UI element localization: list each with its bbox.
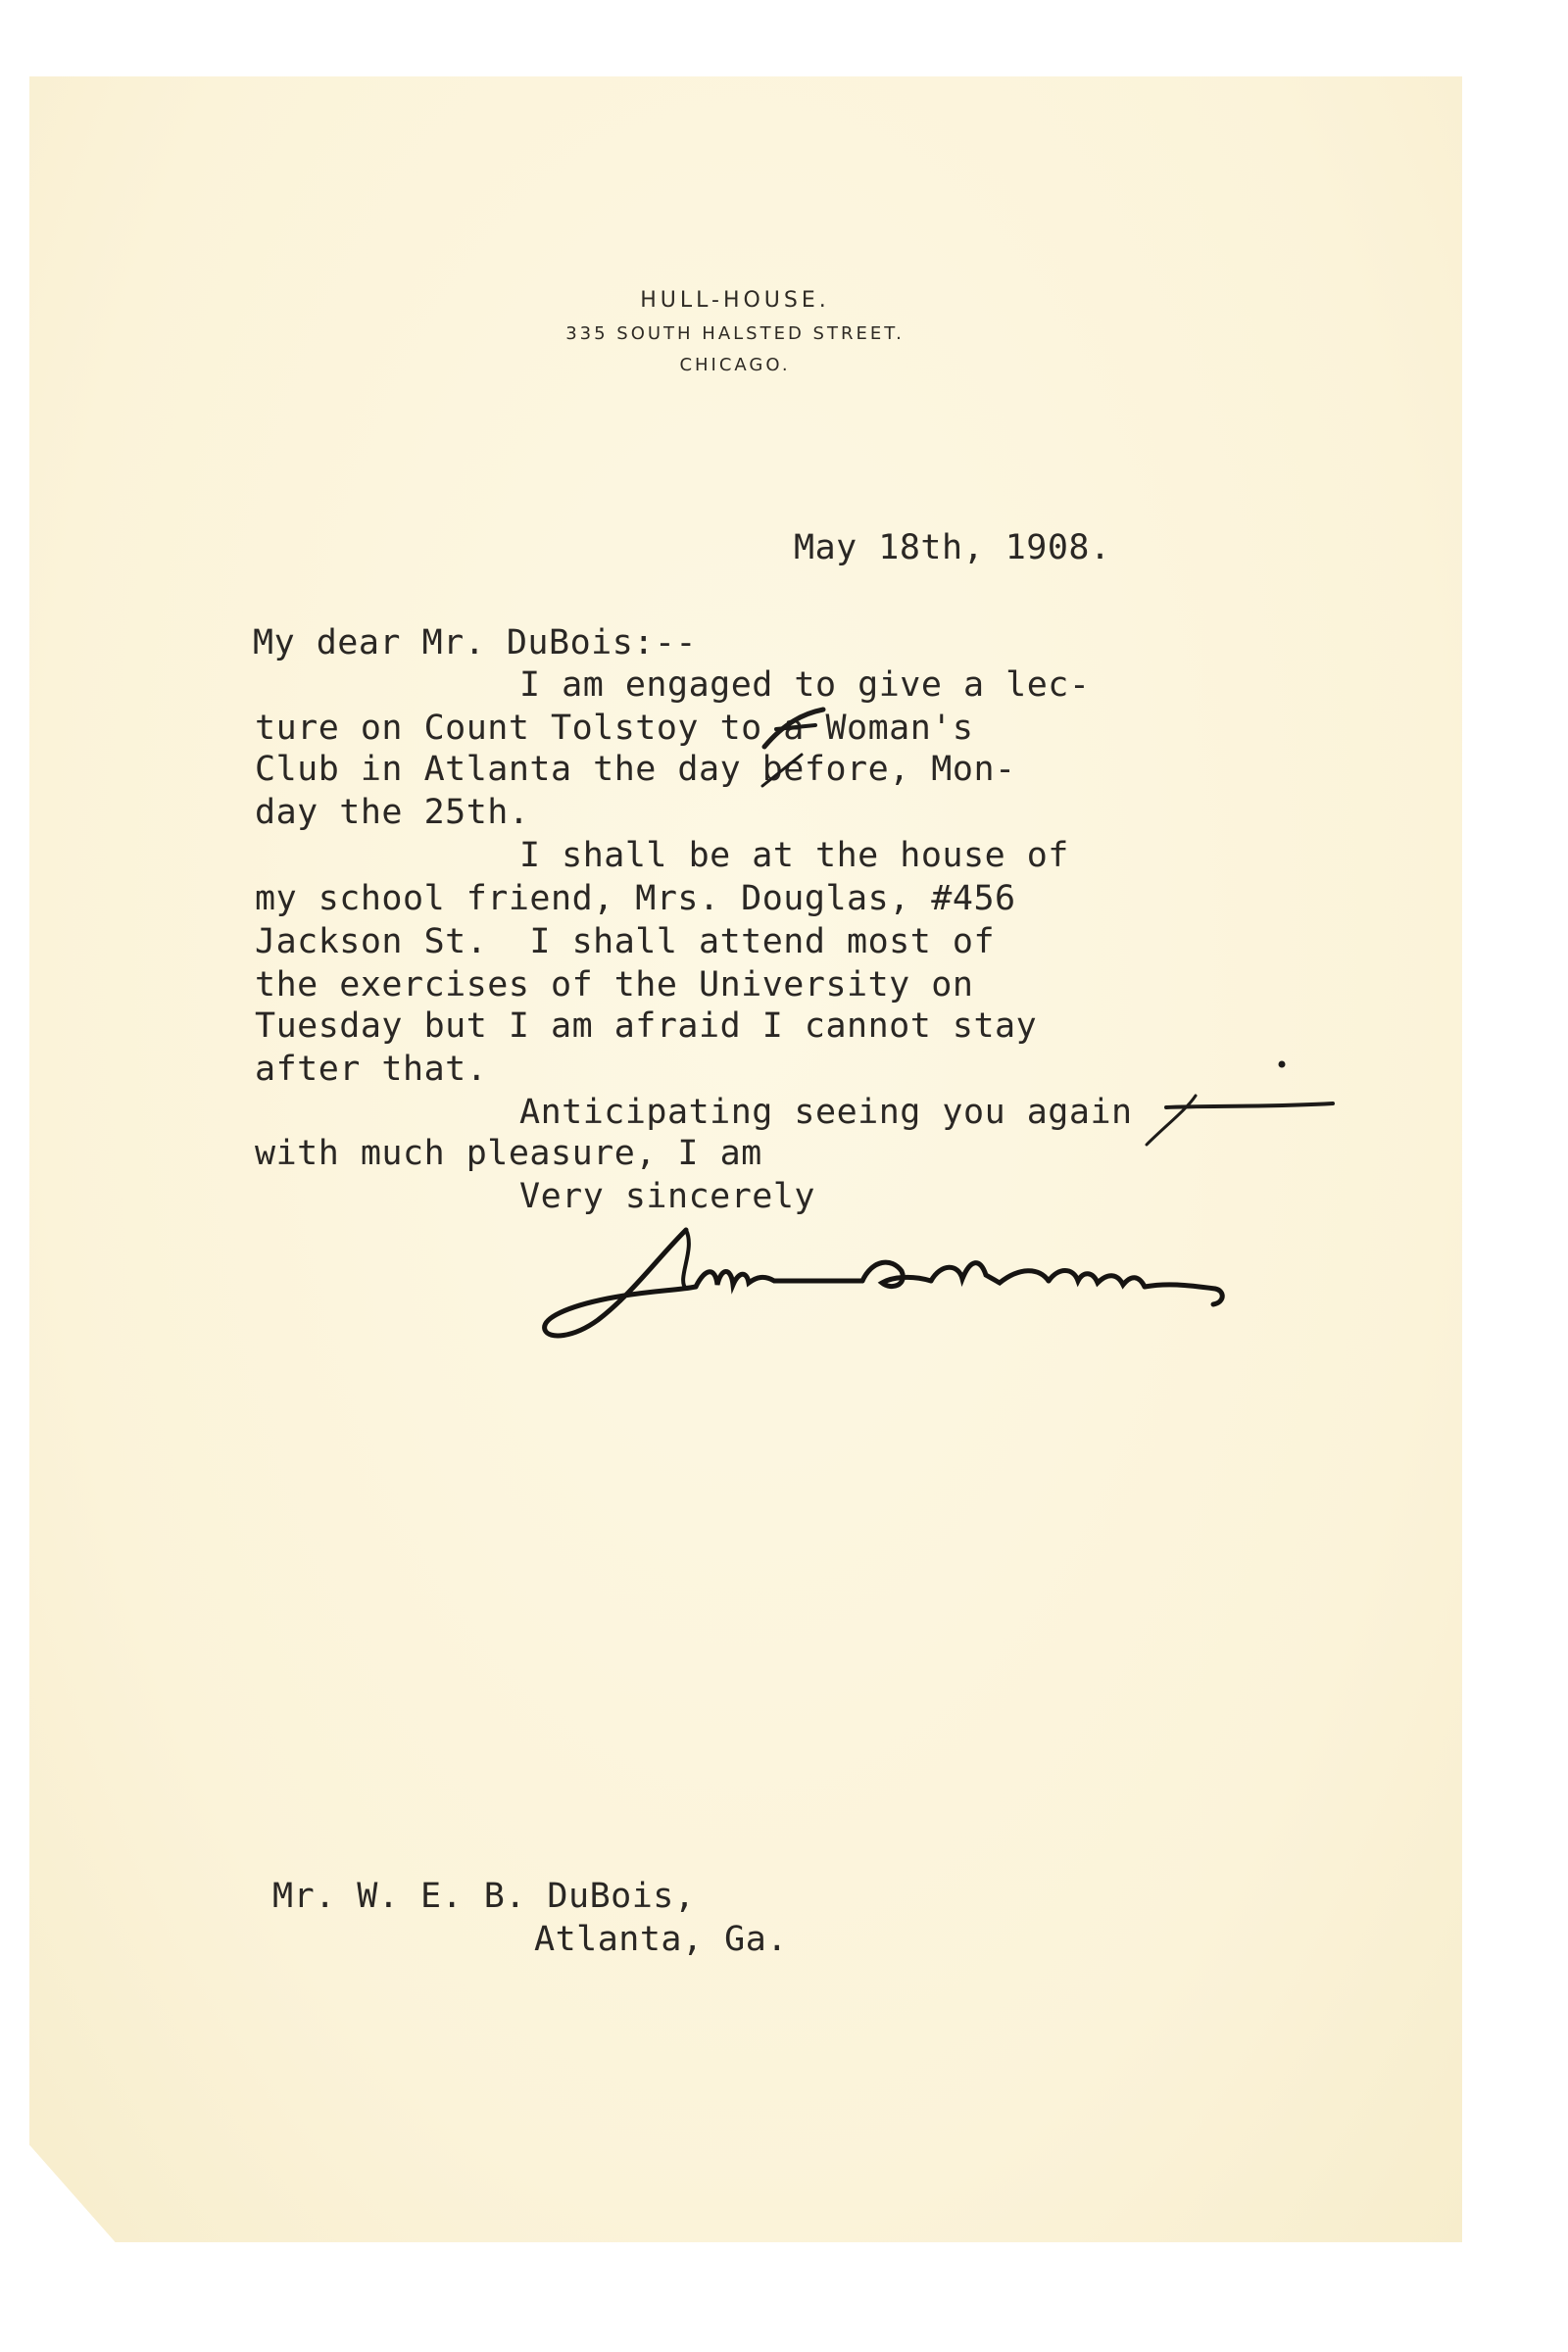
- body-line: Very sincerely: [519, 1177, 816, 1216]
- body-line: my school friend, Mrs. Douglas, #456: [255, 879, 1016, 918]
- salutation: My dear Mr. DuBois:--: [253, 623, 698, 662]
- addressee-city: Atlanta, Ga.: [534, 1920, 788, 1959]
- addressee-name: Mr. W. E. B. DuBois,: [272, 1877, 696, 1916]
- body-line: Jackson St. I shall attend most of: [255, 922, 996, 961]
- body-line: the exercises of the University on: [255, 965, 974, 1004]
- letterhead-organization: HULL-HOUSE.: [640, 288, 830, 313]
- body-line: ture on Count Tolstoy to a Woman's: [255, 709, 974, 748]
- body-line: with much pleasure, I am: [255, 1134, 762, 1173]
- signature-jane-addams: [539, 1220, 1313, 1352]
- body-line: day the 25th.: [255, 793, 530, 832]
- letter-date: May 18th, 1908.: [794, 528, 1111, 567]
- body-line: Tuesday but I am afraid I cannot stay: [255, 1006, 1038, 1046]
- letterhead-street: 335 SOUTH HALSTED STREET.: [565, 323, 905, 344]
- body-line: Anticipating seeing you again: [519, 1093, 1133, 1132]
- body-line: Club in Atlanta the day before, Mon-: [255, 750, 1016, 789]
- body-line: I am engaged to give a lec-: [519, 665, 1091, 705]
- ink-correction-mark: [1127, 1056, 1343, 1164]
- body-line: I shall be at the house of: [519, 836, 1069, 875]
- ink-correction-mark: [755, 747, 813, 796]
- letterhead-city: CHICAGO.: [679, 355, 791, 375]
- body-line: after that.: [255, 1050, 488, 1089]
